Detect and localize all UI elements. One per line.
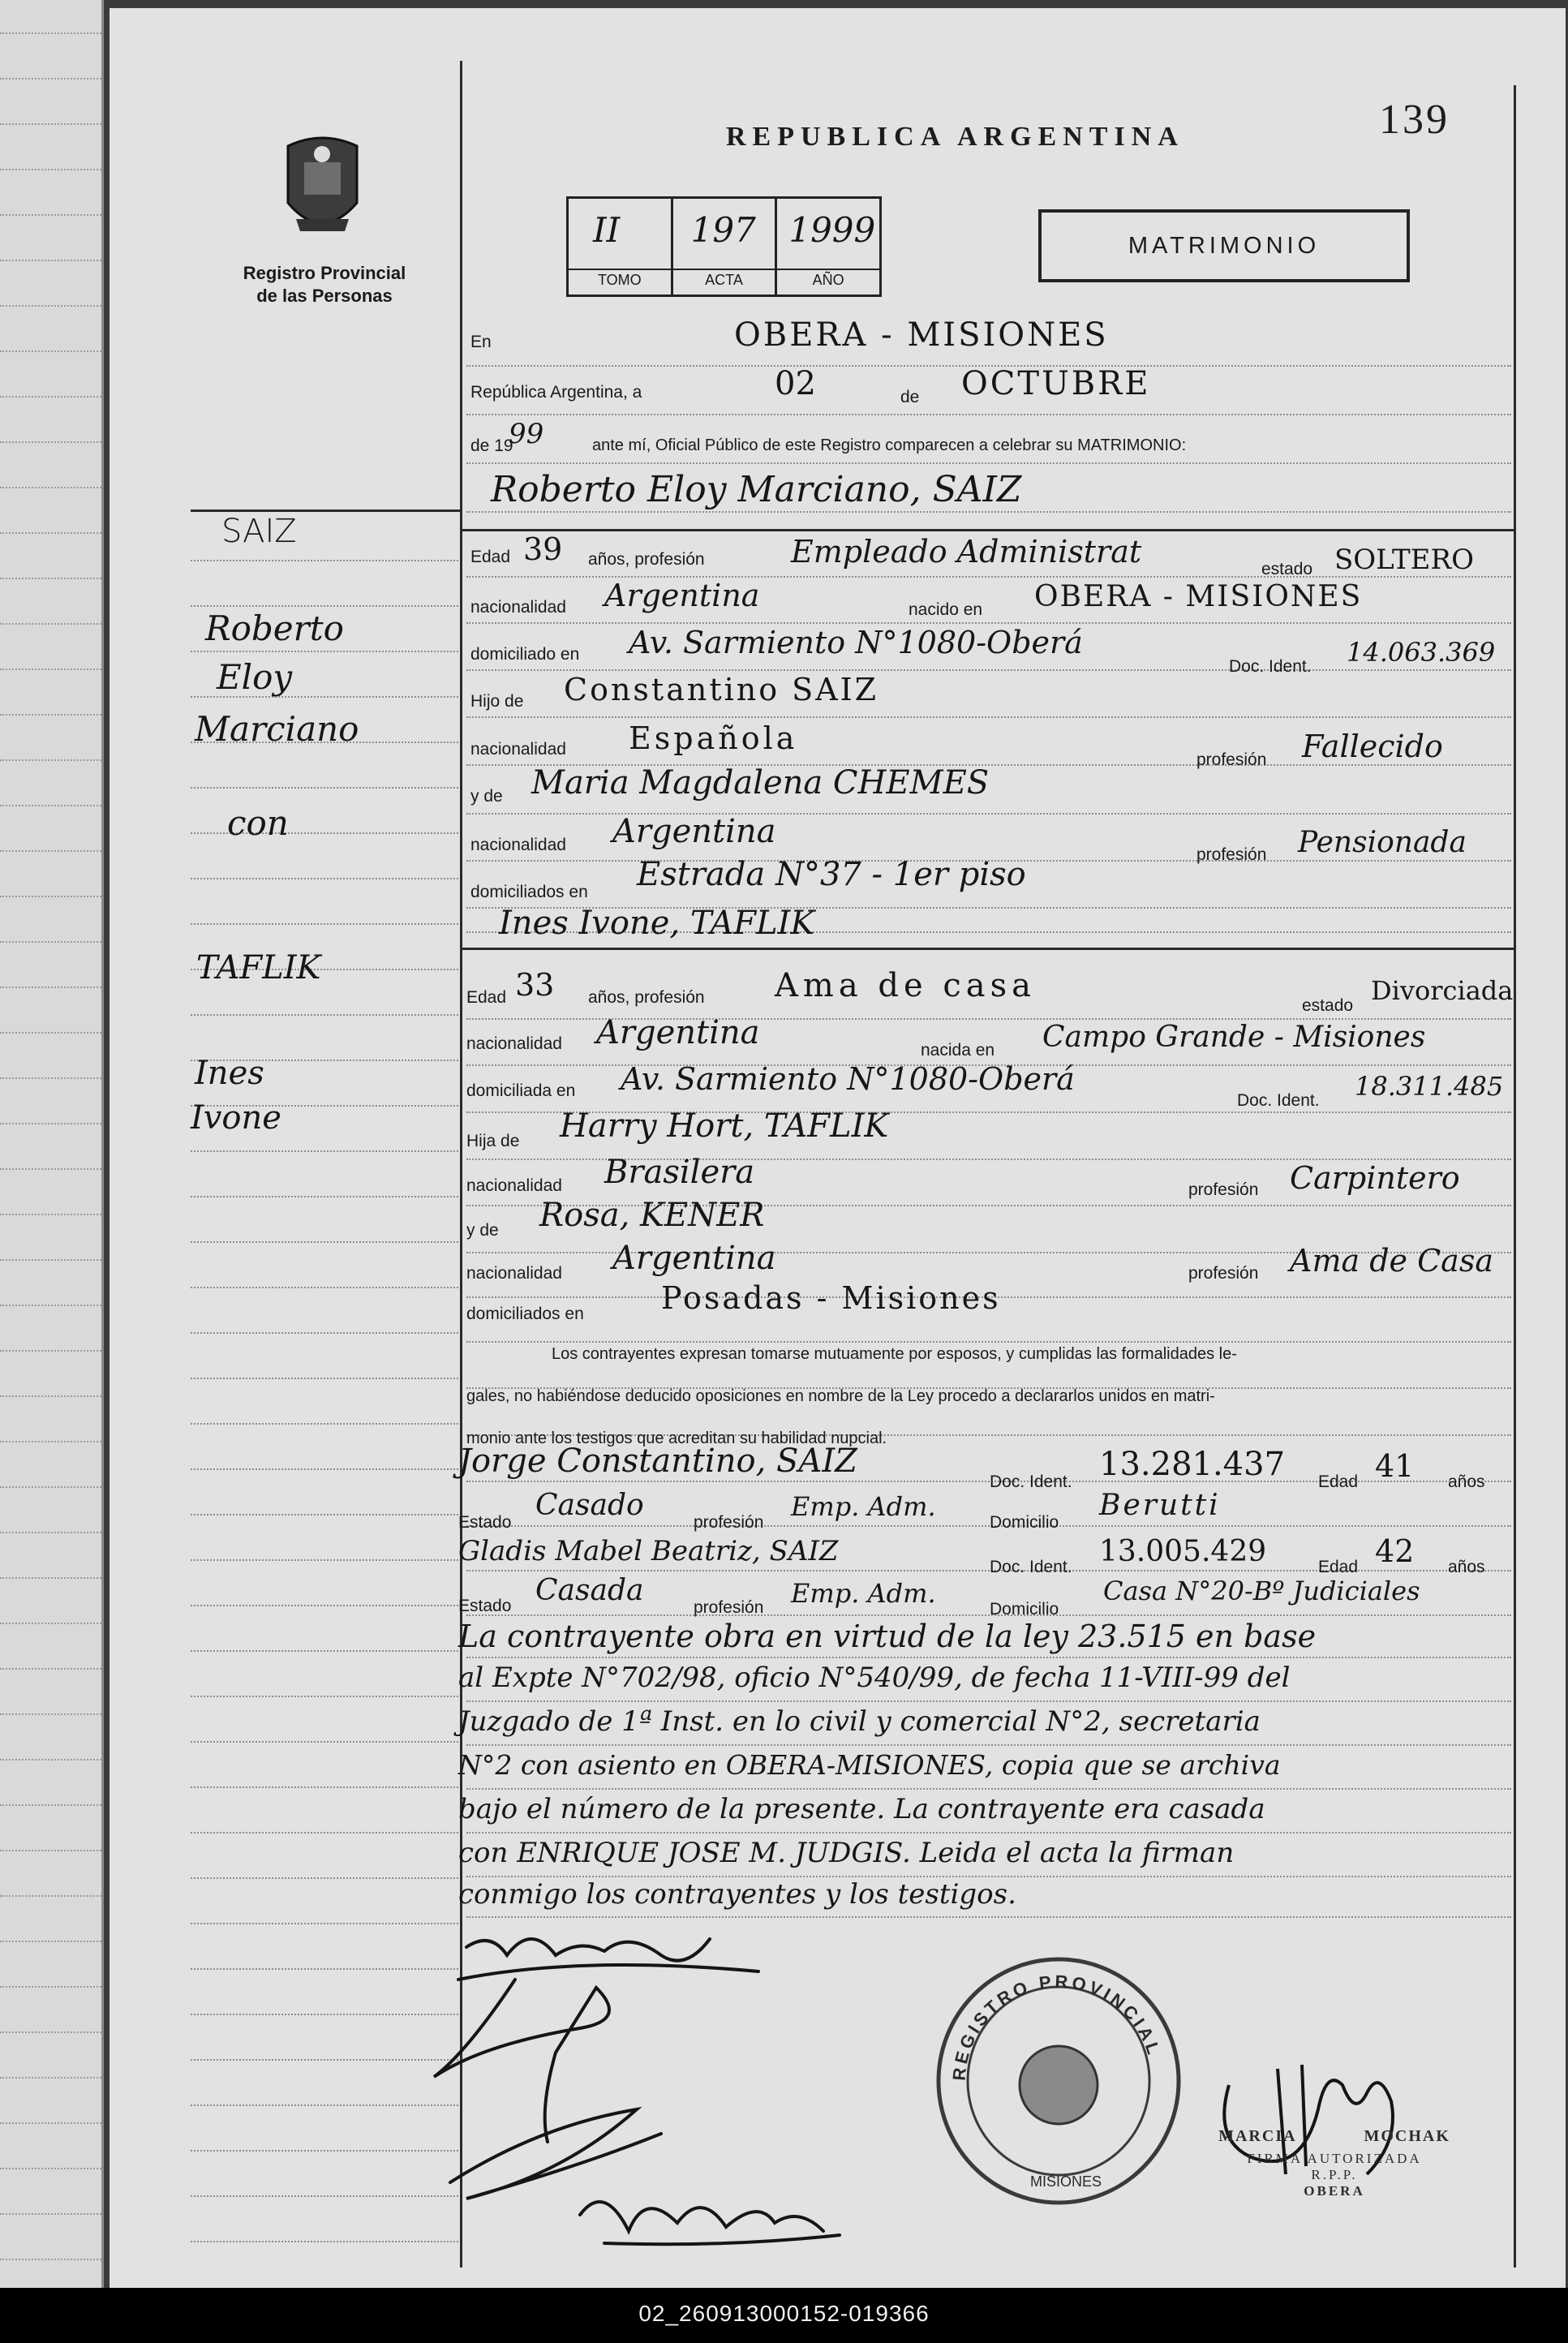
place: OBERA - MISIONES — [734, 316, 1109, 354]
witness-1-domicilio: Berutti — [1099, 1489, 1221, 1522]
margin-ruled-line — [191, 1514, 458, 1515]
body-ruled-line — [466, 1341, 1511, 1343]
body-ruled-line — [466, 1700, 1511, 1702]
groom-padre-prof: Fallecido — [1302, 729, 1443, 764]
margin-ruled-line — [191, 1832, 458, 1834]
observation-line-1: La contrayente obra en virtud de la ley 23.515 en base — [458, 1619, 1317, 1654]
record-number-box — [566, 196, 882, 297]
margin-ruled-line — [191, 1150, 458, 1152]
declaration-line-2: gales, no habiéndose deducido oposiciones en nombre de la Ley procedo a declararlos unidos en matri- — [466, 1387, 1215, 1405]
official-stamp — [1201, 2127, 1468, 2199]
bride-madre-prof-label: profesión — [1188, 1264, 1259, 1283]
bride-nacionalidad-label: nacionalidad — [466, 1034, 562, 1053]
ruled-line — [0, 1350, 101, 1352]
ruled-line — [0, 2077, 101, 2079]
day: 02 — [775, 365, 816, 402]
ruled-line — [0, 1850, 101, 1851]
margin-ruled-line — [191, 1332, 458, 1334]
ruled-line — [0, 1532, 101, 1533]
stamp-office: R.P.P. — [1311, 2167, 1358, 2182]
ruled-line — [0, 850, 101, 852]
observation-line-3: Juzgado de 1ª Inst. en lo civil y comercial N°2, secretaria — [458, 1705, 1261, 1738]
body-ruled-line — [466, 511, 1511, 513]
groom-madre-nac: Argentina — [612, 813, 776, 850]
ruled-line — [0, 123, 101, 125]
observation-line-7: conmigo los contrayentes y los testigos. — [458, 1878, 1016, 1911]
margin-ruled-line — [191, 1877, 458, 1879]
ruled-line — [0, 1804, 101, 1806]
margin-ruled-line — [191, 1468, 458, 1470]
groom-edad-label: Edad — [470, 548, 511, 566]
groom-domicilio: Av. Sarmiento N°1080-Oberá — [629, 625, 1083, 660]
ruled-line — [0, 1259, 101, 1261]
page-number: 139 — [1379, 97, 1450, 143]
body-ruled-line — [466, 1832, 1511, 1834]
margin-bride-name-2: Ivone — [191, 1099, 281, 1137]
groom-madre: Maria Magdalena CHEMES — [531, 764, 990, 802]
ruled-line — [0, 32, 101, 34]
bride-padre-nac-label: nacionalidad — [466, 1176, 562, 1195]
body-ruled-line — [466, 716, 1511, 718]
statement: ante mí, Oficial Público de este Registro comparecen a celebrar su MATRIMONIO: — [592, 436, 1187, 454]
bride-padre-prof-label: profesión — [1188, 1180, 1259, 1199]
groom-doc-label: Doc. Ident. — [1229, 657, 1312, 676]
right-border — [1514, 85, 1516, 2268]
margin-ruled-line — [191, 787, 458, 789]
bride-y-de-label: y de — [466, 1221, 499, 1240]
ruled-line — [0, 350, 101, 352]
witness-2-anos-label: años — [1448, 1558, 1485, 1576]
ruled-line — [0, 1486, 101, 1488]
ruled-line — [0, 1713, 101, 1715]
ruled-line — [0, 578, 101, 579]
margin-ruled-line — [191, 1378, 458, 1379]
ruled-line — [0, 260, 101, 261]
witness-1-profesion: Emp. Adm. — [791, 1491, 936, 1522]
body-ruled-line — [466, 1657, 1511, 1658]
month: OCTUBRE — [961, 365, 1151, 402]
ruled-line — [0, 1168, 101, 1170]
seal-text-top: REGISTRO PROVINCIAL — [948, 1971, 1165, 2082]
groom-nacionalidad: Argentina — [604, 578, 760, 613]
groom-domicilio-padres: Estrada N°37 - 1er piso — [637, 856, 1026, 893]
ruled-line — [0, 1623, 101, 1624]
marriage-record-page — [110, 8, 1566, 2288]
ruled-line — [0, 1441, 101, 1442]
witness-2-estado-label: Estado — [458, 1597, 512, 1615]
groom-nacido-label: nacido en — [909, 600, 983, 619]
bride-hija-label: Hija de — [466, 1132, 520, 1150]
witness-1-anos-label: años — [1448, 1472, 1485, 1491]
year-prefix: de 19 — [470, 436, 513, 455]
ruled-line — [0, 2031, 101, 2033]
ruled-line — [0, 169, 101, 170]
ruled-line — [0, 1759, 101, 1760]
body-ruled-line — [466, 1876, 1511, 1877]
body-ruled-line — [466, 1744, 1511, 1746]
ruled-line — [0, 1032, 101, 1034]
groom-madre-prof: Pensionada — [1298, 826, 1467, 859]
margin-ruled-line — [191, 605, 458, 607]
ruled-line — [0, 1895, 101, 1897]
witness-1-edad: 41 — [1375, 1448, 1415, 1484]
acta-value: 197 — [690, 210, 756, 250]
margin-ruled-line — [191, 1559, 458, 1561]
groom-madre-nac-label: nacionalidad — [470, 836, 566, 854]
groom-profesion: Empleado Administrat — [791, 534, 1142, 570]
margin-groom-name-1: Roberto — [205, 608, 344, 648]
margin-top-divider — [191, 509, 460, 512]
year-suffix: 99 — [509, 418, 544, 450]
witness-1-edad-label: Edad — [1318, 1472, 1359, 1491]
margin-bride-surname: TAFLIK — [196, 949, 321, 987]
record-type-box — [1038, 209, 1410, 282]
ruled-line — [0, 1986, 101, 1988]
ruled-line — [0, 896, 101, 897]
body-ruled-line — [466, 1788, 1511, 1790]
republica-label: República Argentina, a — [470, 383, 642, 402]
bride-padre: Harry Hort, TAFLIK — [560, 1107, 889, 1145]
groom-nacionalidad-label: nacionalidad — [470, 598, 566, 617]
image-footer — [0, 2288, 1568, 2343]
bride-estado: Divorciada — [1371, 975, 1514, 1006]
body-ruled-line — [466, 414, 1511, 415]
ano-label: AÑO — [777, 269, 879, 289]
ruled-line — [0, 1214, 101, 1215]
groom-hijo-label: Hijo de — [470, 692, 524, 711]
body-ruled-line — [466, 669, 1511, 671]
ruled-line — [0, 1077, 101, 1079]
groom-doc: 14.063.369 — [1347, 637, 1496, 668]
signatures-graphic — [418, 1923, 986, 2272]
registry-line-2: de las Personas — [256, 286, 393, 306]
ruled-line — [0, 987, 101, 988]
margin-ruled-line — [191, 560, 458, 561]
margin-conjunction: con — [227, 803, 289, 843]
witness-2-name: Gladis Mabel Beatriz, SAIZ — [458, 1535, 839, 1567]
margin-ruled-line — [191, 1241, 458, 1243]
groom-estado: SOLTERO — [1334, 544, 1474, 576]
registry-seal — [929, 1951, 1188, 2211]
bride-nacida-label: nacida en — [921, 1041, 995, 1060]
groom-section-divider — [462, 529, 1514, 531]
stamp-role: FIRMA AUTORIZADA — [1247, 2151, 1422, 2166]
ruled-line — [0, 396, 101, 398]
witness-1-doc-label: Doc. Ident. — [990, 1472, 1072, 1491]
groom-padre-nac: Española — [629, 720, 798, 756]
bride-estado-label: estado — [1302, 996, 1354, 1015]
ruled-line — [0, 1123, 101, 1124]
groom-padre: Constantino SAIZ — [564, 672, 879, 707]
ruled-line — [0, 2259, 101, 2260]
coat-of-arms-icon — [272, 130, 373, 251]
tomo-value: II — [593, 210, 621, 250]
groom-nacido: OBERA - MISIONES — [1034, 580, 1363, 613]
bride-padre-prof: Carpintero — [1290, 1160, 1460, 1196]
ruled-line — [0, 669, 101, 670]
de-label: de — [900, 388, 920, 406]
stamp-city: OBERA — [1304, 2183, 1365, 2199]
declaration-line-1: Los contrayentes expresan tomarse mutuamente por esposos, y cumplidas las formalidades le- — [552, 1345, 1237, 1363]
acta-label: ACTA — [673, 269, 775, 289]
bride-madre-prof: Ama de Casa — [1290, 1243, 1493, 1279]
witness-1-profesion-label: profesión — [694, 1513, 764, 1532]
seal-text-bottom: MISIONES — [1030, 2173, 1102, 2190]
margin-ruled-line — [191, 1786, 458, 1788]
bride-doc: 18.311.485 — [1355, 1071, 1504, 1102]
body-ruled-line — [466, 1614, 1511, 1616]
ruled-line — [0, 2122, 101, 2124]
witness-2-doc: 13.005.429 — [1099, 1535, 1267, 1568]
body-ruled-line — [466, 1916, 1511, 1918]
bride-domicilio-padres: Posadas - Misiones — [661, 1280, 1001, 1316]
margin-ruled-line — [191, 1605, 458, 1606]
groom-padre-nac-label: nacionalidad — [470, 740, 566, 759]
body-ruled-line — [466, 462, 1511, 464]
witness-1-domicilio-label: Domicilio — [990, 1513, 1059, 1532]
ruled-line — [0, 487, 101, 488]
groom-edad: 39 — [523, 531, 563, 567]
bride-madre: Rosa, KENER — [539, 1197, 765, 1234]
witness-2-profesion-label: profesión — [694, 1598, 764, 1617]
margin-ruled-line — [191, 1287, 458, 1288]
groom-y-de-label: y de — [470, 787, 503, 806]
observation-line-6: con ENRIQUE JOSE M. JUDGIS. Leida el acta la firman — [458, 1837, 1235, 1869]
ruled-line — [0, 214, 101, 216]
ano-value: 1999 — [788, 210, 876, 250]
ruled-line — [0, 1577, 101, 1579]
body-ruled-line — [466, 622, 1511, 624]
margin-ruled-line — [191, 1696, 458, 1697]
margin-ruled-line — [191, 1741, 458, 1743]
bride-profesion-label: años, profesión — [588, 988, 705, 1007]
margin-ruled-line — [191, 1650, 458, 1652]
declaration-line-3: monio ante los testigos que acreditan su habilidad nupcial. — [466, 1429, 887, 1447]
margin-ruled-line — [191, 1423, 458, 1425]
bride-madre-nac-label: nacionalidad — [466, 1264, 562, 1283]
ruled-line — [0, 623, 101, 625]
margin-ruled-line — [191, 651, 458, 652]
groom-full-name: Roberto Eloy Marciano, SAIZ — [491, 469, 1022, 510]
groom-domiciliado-label: domiciliado en — [470, 645, 580, 664]
observation-line-2: al Expte N°702/98, oficio N°540/99, de fecha 11-VIII-99 del — [458, 1662, 1291, 1694]
witness-2-estado: Casada — [535, 1574, 644, 1607]
ruled-line — [0, 2213, 101, 2215]
margin-bride-name-1: Ines — [195, 1055, 264, 1092]
ruled-line — [0, 2168, 101, 2169]
witness-2-edad: 42 — [1375, 1533, 1415, 1569]
ruled-line — [0, 759, 101, 761]
bride-profesion: Ama de casa — [775, 967, 1036, 1004]
ruled-line — [0, 941, 101, 943]
bride-doc-label: Doc. Ident. — [1237, 1091, 1320, 1110]
margin-groom-name-2: Eloy — [217, 657, 293, 697]
witness-2-profesion: Emp. Adm. — [791, 1578, 936, 1609]
ruled-line — [0, 305, 101, 307]
record-type: MATRIMONIO — [1128, 232, 1321, 259]
margin-ruled-line — [191, 1196, 458, 1197]
observation-line-4: N°2 con asiento en OBERA-MISIONES, copia que se archiva — [458, 1749, 1281, 1781]
bride-edad: 33 — [515, 967, 555, 1003]
ruled-line — [0, 1395, 101, 1397]
margin-groom-surname: SAIZ — [221, 513, 297, 550]
ruled-line — [0, 714, 101, 716]
margin-ruled-line — [191, 923, 458, 925]
en-label: En — [470, 333, 492, 351]
ruled-line — [0, 805, 101, 806]
witness-1-estado: Casado — [535, 1489, 644, 1522]
witness-1-estado-label: Estado — [458, 1513, 512, 1532]
bride-nacionalidad: Argentina — [596, 1014, 760, 1051]
witness-2-edad-label: Edad — [1318, 1558, 1359, 1576]
bride-domicilio: Av. Sarmiento N°1080-Oberá — [621, 1061, 1075, 1097]
witness-1-name: Jorge Constantino, SAIZ — [458, 1442, 857, 1480]
margin-groom-name-3: Marciano — [195, 709, 359, 749]
bride-nacida: Campo Grande - Misiones — [1042, 1021, 1426, 1054]
tomo-label: TOMO — [569, 269, 671, 289]
ruled-line — [0, 1305, 101, 1306]
margin-ruled-line — [191, 1014, 458, 1016]
body-ruled-line — [466, 1525, 1511, 1527]
bride-domiciliada-label: domiciliada en — [466, 1081, 576, 1100]
groom-estado-label: estado — [1261, 560, 1313, 578]
ruled-line — [0, 1668, 101, 1670]
groom-madre-prof-label: profesión — [1196, 845, 1267, 864]
registry-line-1: Registro Provincial — [243, 263, 406, 283]
bride-edad-label: Edad — [466, 988, 507, 1007]
bride-domiciliados-label: domiciliados en — [466, 1305, 584, 1323]
margin-ruled-line — [191, 878, 458, 879]
groom-profesion-label: años, profesión — [588, 550, 705, 569]
ruled-line — [0, 1941, 101, 1942]
stamp-name-2: MOCHAK — [1364, 2127, 1450, 2145]
footer-id: 02_260913000152-019366 — [638, 2301, 930, 2326]
country-heading: REPUBLICA ARGENTINA — [726, 122, 1184, 152]
bride-name-line: Ines Ivone, TAFLIK — [499, 905, 815, 942]
ruled-line — [0, 78, 101, 80]
groom-domiciliados-label: domiciliados en — [470, 883, 588, 901]
adjacent-page-edge — [0, 0, 104, 2288]
ruled-line — [0, 532, 101, 534]
ruled-line — [0, 441, 101, 443]
stamp-name-1: MARCIA — [1218, 2127, 1296, 2145]
witness-2-doc-label: Doc. Ident. — [990, 1558, 1072, 1576]
witness-2-domicilio: Casa N°20-Bº Judiciales — [1103, 1576, 1420, 1606]
witness-2-domicilio-label: Domicilio — [990, 1600, 1059, 1619]
observation-line-5: bajo el número de la presente. La contrayente era casada — [458, 1793, 1265, 1825]
witness-1-doc: 13.281.437 — [1099, 1446, 1286, 1483]
bride-padre-nac: Brasilera — [604, 1154, 755, 1191]
groom-padre-prof-label: profesión — [1196, 750, 1267, 769]
bride-madre-nac: Argentina — [612, 1240, 776, 1277]
bride-section-divider — [462, 948, 1514, 950]
